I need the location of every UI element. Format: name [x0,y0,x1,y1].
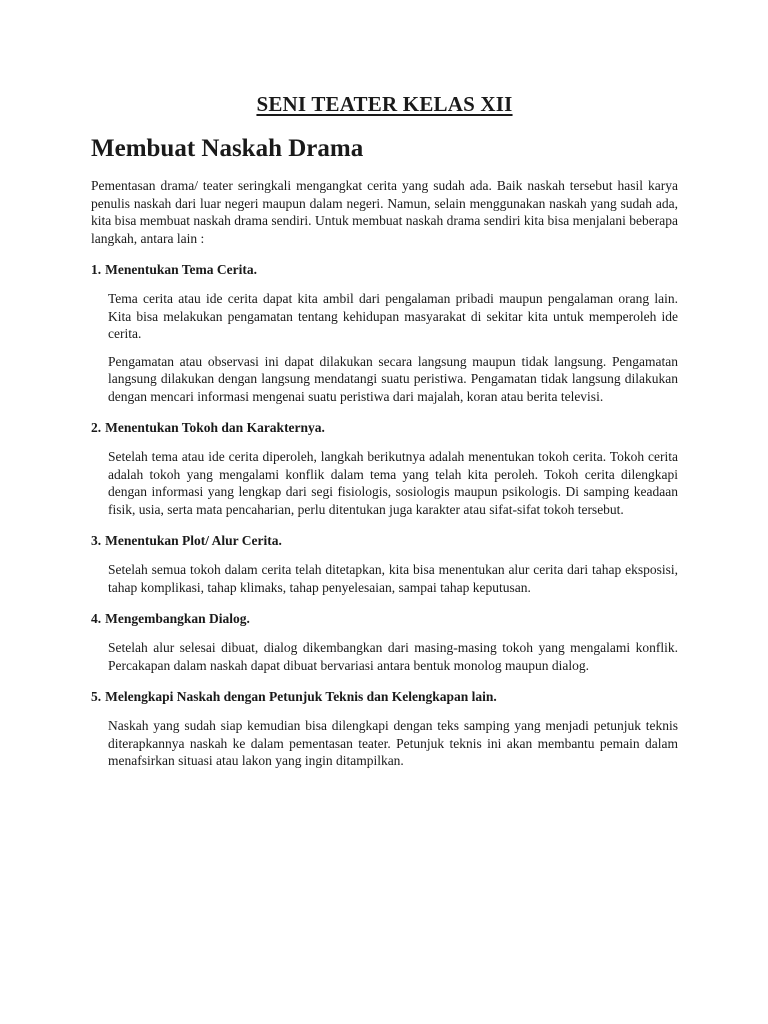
step-number: 2. [91,420,102,435]
step-heading [91,532,678,549]
step-1 [91,261,678,405]
step-number: 1. [91,262,102,277]
step-heading-text: Melengkapi Naskah dengan Petunjuk Teknis dan Kelengkapan lain. [105,689,497,704]
section-title: Membuat Naskah Drama [91,135,364,162]
step-paragraph: Setelah alur selesai dibuat, dialog dikembangkan dari masing-masing tokoh yang mengalami konflik. Percakapan dalam naskah dapat dibuat bervariasi antara bentuk monolog maupun dialog. [108,640,678,673]
step-2 [91,419,678,518]
step-number: 4. [91,611,102,626]
step-number: 3. [91,533,102,548]
intro-paragraph: Pementasan drama/ teater seringkali mengangkat cerita yang sudah ada. Baik naskah tersebut hasil karya penulis naskah dari luar negeri maupun dalam negeri. Namun, selain menggunakan naskah yang sudah ada, kita bisa membuat naskah drama sendiri. Untuk membuat naskah drama sendiri kita bisa menjalani beberapa langkah, antara lain : [91,178,678,246]
step-paragraph: Setelah semua tokoh dalam cerita telah ditetapkan, kita bisa menentukan alur cerita dari tahap eksposisi, tahap komplikasi, tahap klimaks, tahap penyelesaian, sampai tahap keputusan. [108,562,678,595]
step-paragraph: Pengamatan atau observasi ini dapat dilakukan secara langsung maupun tidak langsung. Pengamatan langsung dilakukan dengan langsung mendatangi suatu peristiwa. Pengamatan tidak langsung dilakukan dengan mencari informasi mengenai suatu peristiwa dari majalah, koran atau berita televisi. [108,353,678,404]
step-number: 5. [91,689,102,704]
document-page [91,92,678,770]
step-heading-text: Menentukan Tema Cerita. [105,262,257,277]
step-paragraph: Tema cerita atau ide cerita dapat kita ambil dari pengalaman pribadi maupun pengalaman orang lain. Kita bisa melakukan pengamatan tentang kehidupan masyarakat di sekitar kita untuk memperoleh ide cerita. [108,291,678,341]
step-paragraph: Naskah yang sudah siap kemudian bisa dilengkapi dengan teks samping yang menjadi petunjuk teknis diterapkannya naskah ke dalam pementasan teater. Petunjuk teknis ini akan membantu pemain dalam menafsirkan situasi atau lakon yang ingin ditampilkan. [108,718,678,768]
step-3 [91,532,678,596]
step-paragraph: Setelah tema atau ide cerita diperoleh, langkah berikutnya adalah menentukan tokoh cerita. Tokoh cerita adalah tokoh yang mengalami konflik dalam tema yang telah kita peroleh. Tokoh cerita dilengkapi dengan informasi yang lengkap dari segi fisiologis, sosiologis maupun psikologis. Di samping keadaan fisik, usia, serta mata pencaharian, perlu ditentukan juga karakter atau sifat-sifat tokoh tersebut. [108,449,678,517]
step-heading [91,688,678,705]
step-heading-text: Menentukan Plot/ Alur Cerita. [105,533,282,548]
step-heading-text: Mengembangkan Dialog. [105,611,250,626]
step-heading-text: Menentukan Tokoh dan Karakternya. [105,420,325,435]
step-heading [91,261,678,278]
step-heading [91,419,678,436]
step-5 [91,688,678,770]
step-heading [91,610,678,627]
step-4 [91,610,678,674]
document-title: SENI TEATER KELAS XII [256,92,513,116]
